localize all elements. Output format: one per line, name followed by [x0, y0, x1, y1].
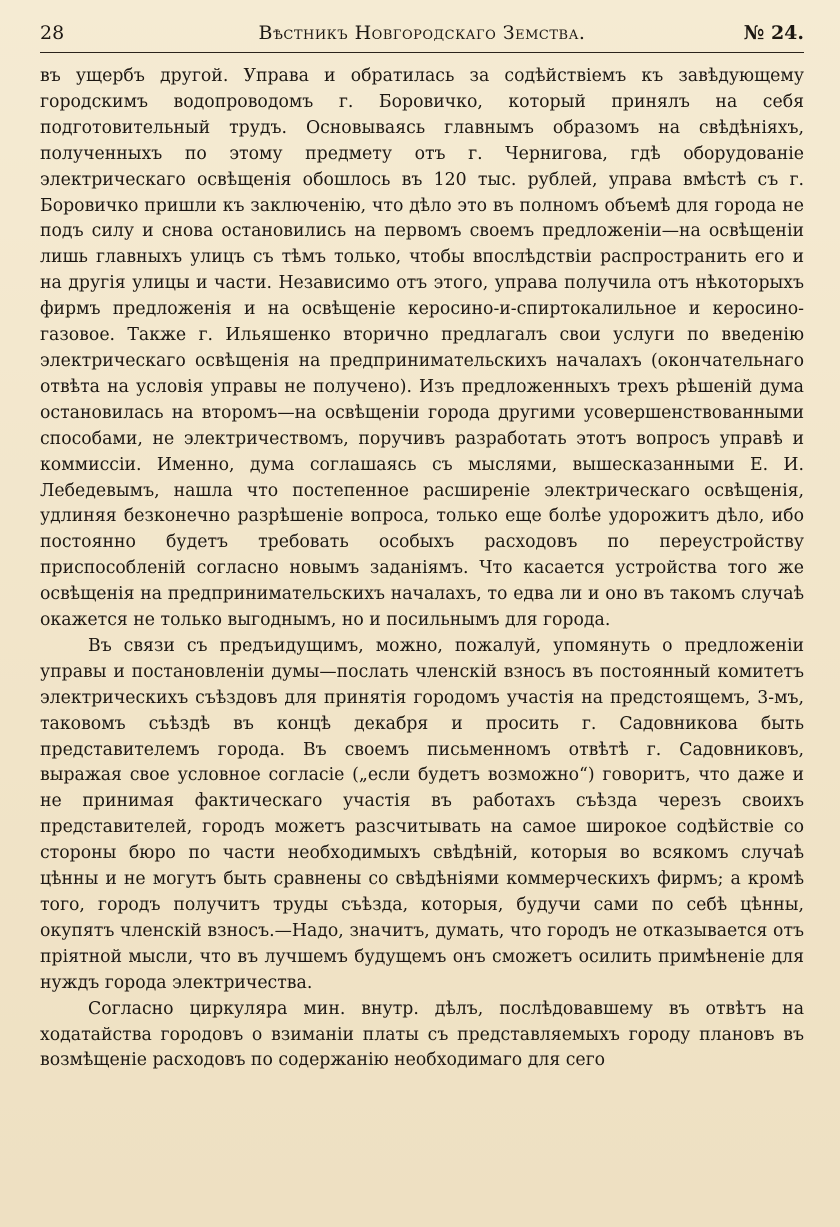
article-body [40, 64, 804, 1187]
paragraph: Согласно циркуляра мин. внутр. дѣлъ, послѣдовавшему въ отвѣтъ на ходатайства городовъ о взиманіи платы съ представляемыхъ городу плановъ въ возмѣщеніе расходовъ по содержанію необходимаго для сего [40, 998, 804, 1071]
issue-number: № 24. [743, 22, 804, 44]
page-header [40, 18, 804, 53]
journal-title: Вѣстникъ Новгородскаго Земства. [258, 22, 586, 44]
page-number: 28 [40, 22, 65, 44]
paragraph: Въ связи съ предъидущимъ, можно, пожалуй, упомянуть о предложеніи управы и постановленіи думы—послать членскій взносъ въ постоянный комитетъ электрическихъ съѣздовъ для принятія городомъ участія на предстоящемъ, 3-мъ, таковомъ съѣздѣ въ концѣ декабря и просить г. Садовникова быть представителемъ города. Въ своемъ письменномъ отвѣтѣ г. Садовниковъ, выражая свое условное согласіе („если будетъ возможно“) говоритъ, что даже и не принимая фактическаго участія въ работахъ съѣзда черезъ своихъ представителей, городъ можетъ разсчитывать на самое широкое содѣйствіе со стороны бюро по части необходимыхъ свѣдѣній, которыя во всякомъ случаѣ цѣнны и не могутъ быть сравнены со свѣдѣніями коммерческихъ фирмъ; а кромѣ того, городъ получитъ труды съѣзда, которыя, будучи сами по себѣ цѣнны, окупятъ членскій взносъ.—Надо, значитъ, думать, что городъ не отказывается отъ пріятной мысли, что въ лучшемъ будущемъ онъ сможетъ осилить примѣненіе для нуждъ города электричества. [40, 635, 804, 993]
paragraph: въ ущербъ другой. Управа и обратилась за содѣйствіемъ къ завѣдующему городскимъ водопроводомъ г. Боровичко, который принялъ на себя подготовительный трудъ. Основываясь главнымъ образомъ на свѣдѣніяхъ, полученныхъ по этому предмету отъ г. Чернигова, гдѣ оборудованіе электрическаго освѣщенія обошлось въ 120 тыс. рублей, управа вмѣстѣ съ г. Боровичко пришли къ заключенію, что дѣло это въ полномъ объемѣ для города не подъ силу и снова остановились на первомъ своемъ предложеніи—на освѣщеніи лишь главныхъ улицъ съ тѣмъ только, чтобы впослѣдствіи распространить его и на другія улицы и части. Независимо отъ этого, управа получила отъ нѣкоторыхъ фирмъ предложенія и на освѣщеніе керосино-и-спиртокалильное и керосино-газовое. Также г. Ильяшенко вторично предлагалъ свои услуги по введенію электрическаго освѣщенія на предпринимательскихъ началахъ (окончательнаго отвѣта на условія управы не получено). Изъ предложенныхъ трехъ рѣшеній дума остановилась на второмъ—на освѣщеніи города другими усовершенствованными способами, не электричествомъ, поручивъ разработать этотъ вопросъ управѣ и коммиссіи. Именно, дума соглашаясь съ мыслями, вышесказанными Е. И. Лебедевымъ, нашла что постепенное расширеніе электрическаго освѣщенія, удлиняя безконечно разрѣшеніе вопроса, только еще болѣе удорожитъ дѣло, ибо постоянно будетъ требовать особыхъ расходовъ по переустройству приспособленій согласно новымъ заданіямъ. Что касается устройства того же освѣщенія на предпринимательскихъ началахъ, то едва ли и оно въ такомъ случаѣ окажется не только выгоднымъ, но и посильнымъ для города. [40, 66, 804, 631]
